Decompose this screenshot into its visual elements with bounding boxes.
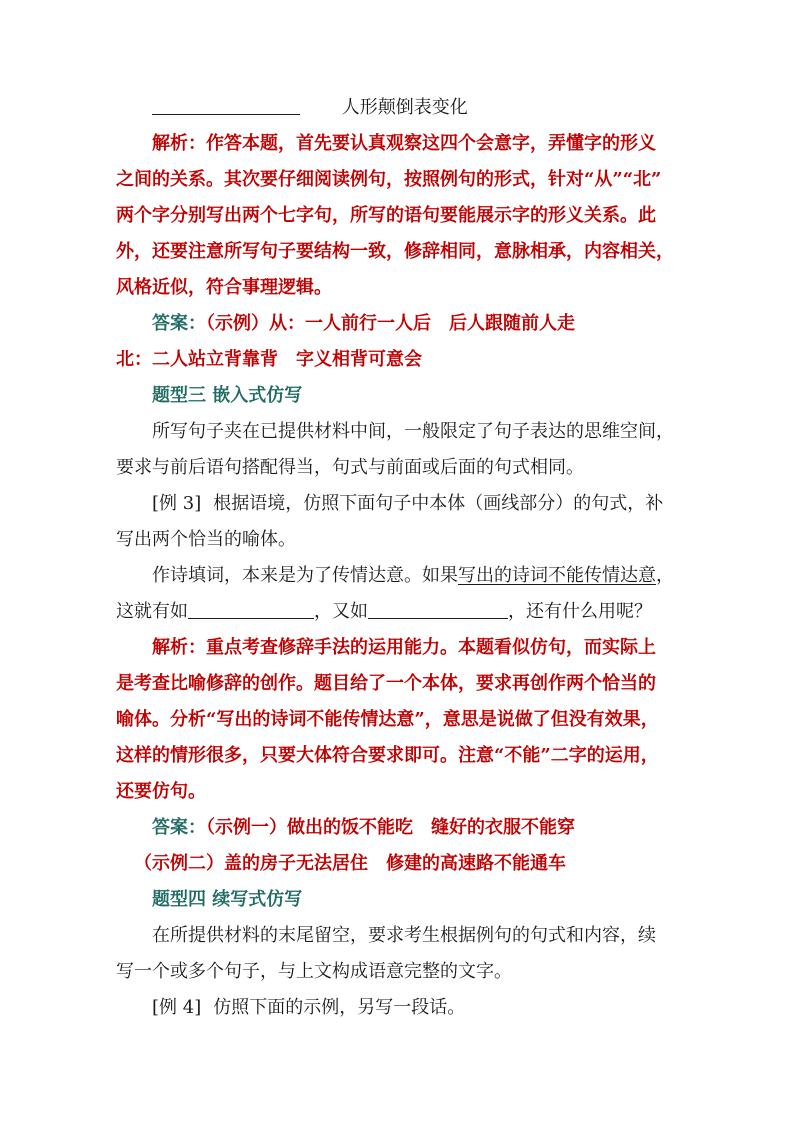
example-4-tag: [例 4]	[152, 997, 202, 1018]
analysis-label: 解析：	[152, 637, 206, 658]
type-3-line-2: 要求与前后语句搭配得当，句式与前面或后面的句式相同。	[116, 457, 584, 478]
analysis-2-line-4: 这样的情形很多，只要大体符合要求即可。注意“不能”二字的运用，	[116, 745, 659, 766]
type-3-line-1: 所写句子夹在已提供材料中间，一般限定了句子表达的思维空间，	[152, 421, 674, 442]
type-4-heading: 题型四 续写式仿写	[152, 889, 303, 910]
answer-label: 答案：	[152, 817, 206, 838]
analysis-2-line-5: 还要仿句。	[116, 781, 206, 802]
document-page	[116, 90, 686, 1026]
answer-2-line-2: （示例二）盖的房子无法居住 修建的高速路不能通车	[134, 853, 566, 874]
example-3-line-1: [例 3] 根据语境，仿照下面句子中本体（画线部分）的句式，补	[152, 493, 664, 514]
analysis-1-line-4: 外，还要注意所写句子要结构一致，修辞相同，意脉相承，内容相关，	[116, 241, 674, 262]
line-top-text: 人形颠倒表变化	[341, 97, 468, 118]
underlined-ontology: 写出的诗词不能传情达意	[458, 565, 656, 586]
line-top	[116, 90, 686, 126]
answer-blank	[188, 596, 314, 619]
answer-blank	[368, 596, 508, 619]
analysis-2-line-1: 解析：重点考查修辞手法的运用能力。本题看似仿句，而实际上	[152, 637, 656, 658]
example-3-line-2: 写出两个恰当的喻体。	[116, 529, 296, 550]
analysis-1-line-5: 风格近似，符合事理逻辑。	[116, 277, 332, 298]
example-3-blanks-line: 这就有如 ，又如 ，还有什么用呢？	[116, 594, 686, 630]
answer-1-line-2: 北：二人站立背靠背 字义相背可意会	[116, 349, 422, 370]
analysis-2-line-2: 是考查比喻修辞的创作。题目给了一个本体，要求再创作两个恰当的	[116, 673, 656, 694]
analysis-label: 解析：	[152, 133, 206, 154]
example-3-tag: [例 3]	[152, 493, 202, 514]
analysis-2-line-3: 喻体。分析“写出的诗词不能传情达意”，意思是说做了但没有效果，	[116, 709, 659, 730]
example-4-line: [例 4] 仿照下面的示例，另写一段话。	[152, 997, 466, 1018]
analysis-1-line-2: 之间的关系。其次要仔细阅读例句，按照例句的形式，针对“从”“北”	[116, 169, 662, 190]
analysis-1-line-1: 解析：作答本题，首先要认真观察这四个会意字，弄懂字的形义	[152, 133, 656, 154]
answer-label: 答案：	[152, 313, 206, 334]
type-4-line-1: 在所提供材料的末尾留空，要求考生根据例句的句式和内容，续	[152, 925, 656, 946]
example-3-sentence: 作诗填词，本来是为了传情达意。如果写出的诗词不能传情达意，	[152, 565, 674, 586]
answer-1-line-1: 答案：（示例）从：一人前行一人后 后人跟随前人走	[152, 313, 575, 334]
type-3-heading: 题型三 嵌入式仿写	[152, 385, 303, 406]
answer-blank	[152, 92, 300, 115]
type-4-line-2: 写一个或多个句子，与上文构成语意完整的文字。	[116, 961, 512, 982]
answer-2-line-1: 答案：（示例一）做出的饭不能吃 缝好的衣服不能穿	[152, 817, 575, 838]
analysis-1-line-3: 两个字分别写出两个七字句，所写的语句要能展示字的形义关系。此	[116, 205, 656, 226]
